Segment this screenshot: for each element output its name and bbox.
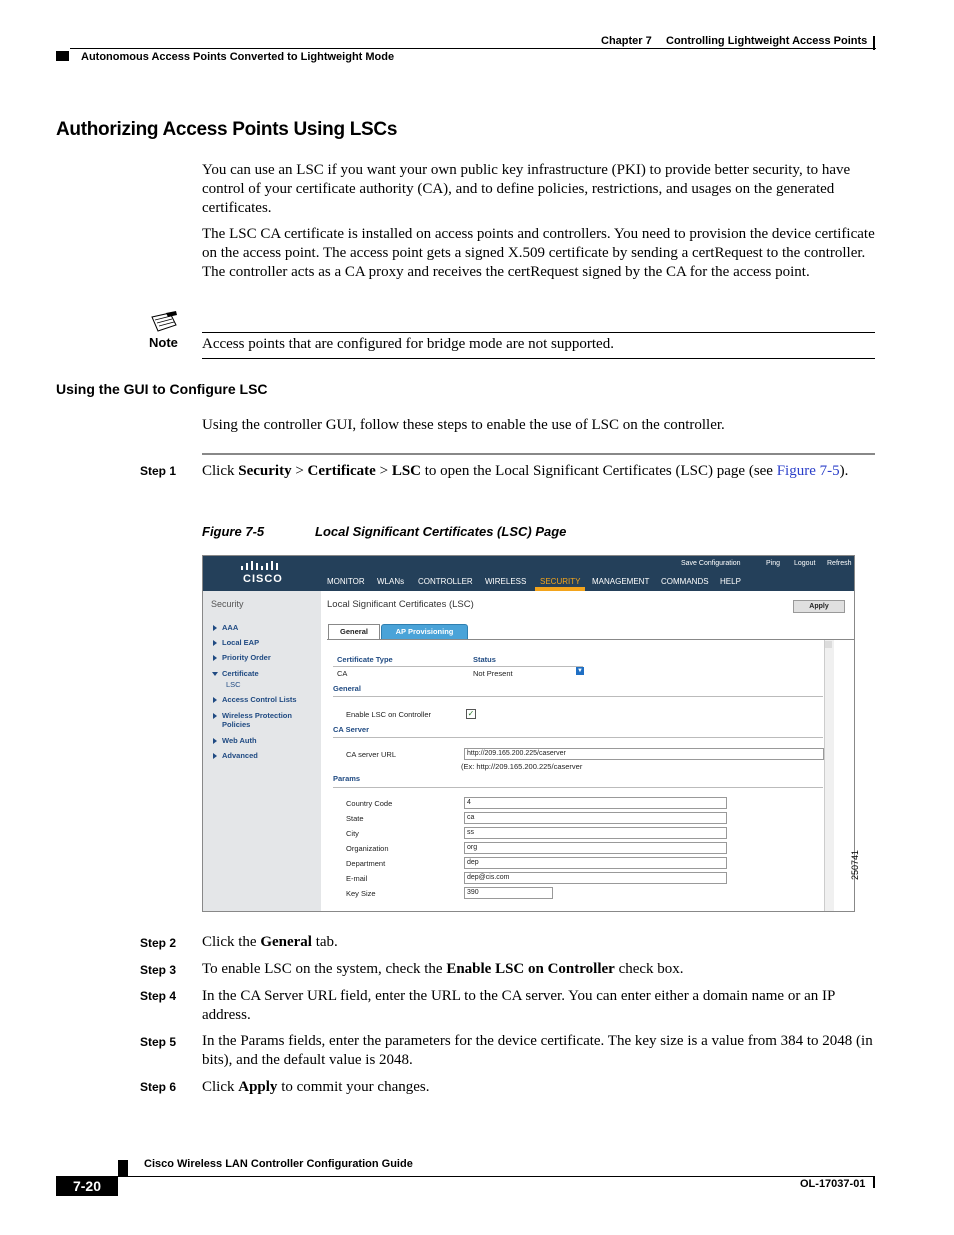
sidebar-item-acl[interactable]: Access Control Lists bbox=[222, 695, 297, 704]
ca-url-input[interactable]: http://209.165.200.225/caserver bbox=[464, 748, 824, 760]
footer-right-marker bbox=[873, 1176, 875, 1188]
step-3-label: Step 3 bbox=[140, 963, 177, 977]
expand-arrow-icon[interactable] bbox=[213, 738, 217, 744]
nav-wlans[interactable]: WLANs bbox=[377, 577, 405, 586]
step-6-label: Step 6 bbox=[140, 1080, 177, 1094]
figure-number: Figure 7-5 bbox=[202, 524, 265, 539]
figure-id: 250741 bbox=[850, 849, 860, 880]
step-5-label: Step 5 bbox=[140, 1035, 177, 1049]
section-params: Params bbox=[333, 774, 361, 783]
page-title: Authorizing Access Points Using LSCs bbox=[56, 119, 398, 140]
section-subtitle: Using the GUI to Configure LSC bbox=[56, 381, 268, 397]
tab-general[interactable]: General bbox=[328, 624, 380, 639]
footer-rule bbox=[118, 1176, 875, 1177]
col-certificate-type: Certificate Type bbox=[337, 655, 393, 664]
section-ca-server: CA Server bbox=[333, 725, 369, 734]
header-box bbox=[56, 51, 69, 61]
sidebar-item-lsc[interactable]: LSC bbox=[226, 680, 241, 689]
step-2-label: Step 2 bbox=[140, 936, 177, 950]
note-text: Access points that are configured for bridge mode are not supported. bbox=[202, 336, 614, 352]
sidebar-item-priority-order[interactable]: Priority Order bbox=[222, 653, 271, 662]
sidebar-item-aaa[interactable]: AAA bbox=[222, 623, 239, 632]
param-label: State bbox=[346, 814, 364, 823]
step-1-label: Step 1 bbox=[140, 464, 177, 478]
step-4-label: Step 4 bbox=[140, 989, 177, 1003]
sidebar-item-advanced[interactable]: Advanced bbox=[222, 751, 258, 760]
department-input[interactable]: dep bbox=[464, 857, 727, 869]
sidebar bbox=[203, 591, 321, 911]
section-general: General bbox=[333, 684, 361, 693]
ca-url-label: CA server URL bbox=[346, 750, 397, 759]
note-top-rule bbox=[202, 332, 875, 333]
apply-button[interactable]: Apply bbox=[793, 600, 845, 613]
header-section: Autonomous Access Points Converted to Lightweight Mode bbox=[81, 51, 395, 63]
logout-link[interactable]: Logout bbox=[794, 560, 816, 567]
tab-rule bbox=[327, 639, 854, 640]
expand-arrow-icon[interactable] bbox=[213, 713, 217, 719]
scroll-up-icon[interactable] bbox=[825, 641, 832, 648]
step-1-text: Click Security > Certificate > LSC to open the Local Significant Certificates (LSC) page (see Figure 7-5). bbox=[202, 463, 849, 479]
general-rule bbox=[333, 696, 823, 697]
step-2-text: Click the General tab. bbox=[202, 934, 338, 950]
page-number: 7-20 bbox=[56, 1176, 118, 1196]
nav-management[interactable]: MANAGEMENT bbox=[592, 577, 650, 586]
expand-arrow-icon[interactable] bbox=[213, 753, 217, 759]
step-6-text: Click Apply to commit your changes. bbox=[202, 1079, 430, 1095]
nav-controller[interactable]: CONTROLLER bbox=[418, 577, 473, 586]
refresh-link[interactable]: Refresh bbox=[827, 560, 852, 567]
step-4-text: In the CA Server URL field, enter the URL to the CA server. You can enter either a domain name or an IP address. bbox=[202, 988, 835, 1023]
step-5-text: In the Params fields, enter the parameters for the device certificate. The key size is a value from 384 to 2048 (in bits), and the default value is 2048. bbox=[202, 1033, 873, 1068]
organization-input[interactable]: org bbox=[464, 842, 727, 854]
enable-lsc-checkbox[interactable]: ✓ bbox=[467, 709, 475, 718]
sidebar-item-certificate[interactable]: Certificate bbox=[222, 669, 259, 678]
param-label: City bbox=[346, 829, 359, 838]
expand-arrow-icon[interactable] bbox=[213, 640, 217, 646]
ping-link[interactable]: Ping bbox=[766, 560, 781, 567]
key-size-input[interactable]: 390 bbox=[464, 887, 553, 899]
save-config-link[interactable]: Save Configuration bbox=[681, 560, 741, 567]
sidebar-title: Security bbox=[211, 599, 244, 609]
param-label: Country Code bbox=[346, 799, 393, 808]
cert-header-rule bbox=[333, 666, 583, 667]
step-3-text: To enable LSC on the system, check the Enable LSC on Controller check box. bbox=[202, 961, 684, 977]
cert-type-value: CA bbox=[337, 669, 348, 678]
col-status: Status bbox=[473, 655, 496, 664]
cert-status-value: Not Present bbox=[473, 669, 513, 678]
nav-help[interactable]: HELP bbox=[720, 577, 741, 586]
controller-top-bar bbox=[203, 556, 854, 591]
nav-commands[interactable]: COMMANDS bbox=[661, 577, 709, 586]
param-label: Key Size bbox=[346, 889, 376, 898]
expand-arrow-icon[interactable] bbox=[213, 655, 217, 661]
footer-guide-title: Cisco Wireless LAN Controller Configuration Guide bbox=[144, 1158, 413, 1170]
sidebar-item-policies[interactable]: Policies bbox=[222, 720, 251, 729]
param-label: Department bbox=[346, 859, 386, 868]
steps-rule bbox=[202, 453, 875, 455]
city-input[interactable]: ss bbox=[464, 827, 727, 839]
header-chapter: Chapter 7 bbox=[601, 35, 652, 47]
header-rule bbox=[70, 48, 876, 49]
state-input[interactable]: ca bbox=[464, 812, 727, 824]
nav-security[interactable]: SECURITY bbox=[540, 577, 581, 586]
expand-arrow-icon[interactable] bbox=[213, 625, 217, 631]
expand-arrow-icon[interactable] bbox=[213, 697, 217, 703]
param-label: Organization bbox=[346, 844, 389, 853]
country-code-input[interactable]: 4 bbox=[464, 797, 727, 809]
enable-lsc-label: Enable LSC on Controller bbox=[346, 710, 432, 719]
lsc-page-title: Local Significant Certificates (LSC) bbox=[327, 599, 474, 610]
email-input[interactable]: dep@cis.com bbox=[464, 872, 727, 884]
nav-wireless[interactable]: WIRELESS bbox=[485, 577, 527, 586]
nav-monitor[interactable]: MONITOR bbox=[327, 577, 365, 586]
nav-active-indicator bbox=[535, 587, 585, 591]
tab-ap-provisioning[interactable]: AP Provisioning bbox=[381, 624, 468, 640]
ca-url-example: (Ex: http://209.165.200.225/caserver bbox=[461, 762, 583, 771]
intro-text: Using the controller GUI, follow these steps to enable the use of LSC on the controller. bbox=[202, 417, 725, 433]
paragraph-2: The LSC CA certificate is installed on access points and controllers. You need to provision the device certificate on the access point. The access point gets a signed X.509 certificate by sending a certRequest to the controller. The controller acts as a CA proxy and receives the certRequest signed by the CA for the access point. bbox=[202, 226, 875, 280]
cisco-logo: CISCO bbox=[243, 573, 283, 585]
chevron-down-icon[interactable]: ▼ bbox=[577, 668, 583, 674]
footer-marker bbox=[118, 1160, 128, 1177]
collapse-arrow-icon[interactable] bbox=[212, 672, 218, 676]
params-rule bbox=[333, 787, 823, 788]
param-label: E-mail bbox=[346, 874, 368, 883]
header-chapter-title: Controlling Lightweight Access Points bbox=[666, 35, 868, 47]
cisco-logo-bars-icon bbox=[240, 561, 282, 571]
paragraph-1: You can use an LSC if you want your own public key infrastructure (PKI) to provide better security, to have control of your certificate authority (CA), and to define policies, restrictions, and usages on the generated certificates. bbox=[202, 162, 851, 216]
note-label: Note bbox=[149, 335, 178, 350]
ca-rule bbox=[333, 737, 823, 738]
pencil-note-icon bbox=[150, 311, 178, 333]
sidebar-item-wireless-protection[interactable]: Wireless Protection bbox=[222, 711, 292, 720]
lsc-screenshot bbox=[202, 555, 855, 912]
note-bottom-rule bbox=[202, 358, 875, 359]
footer-doc-id: OL-17037-01 bbox=[800, 1178, 866, 1190]
sidebar-item-web-auth[interactable]: Web Auth bbox=[222, 736, 257, 745]
scrollbar[interactable] bbox=[824, 640, 834, 911]
figure-link[interactable]: Figure 7-5 bbox=[776, 463, 840, 479]
sidebar-item-local-eap[interactable]: Local EAP bbox=[222, 638, 260, 647]
figure-caption: Local Significant Certificates (LSC) Page bbox=[315, 524, 567, 539]
